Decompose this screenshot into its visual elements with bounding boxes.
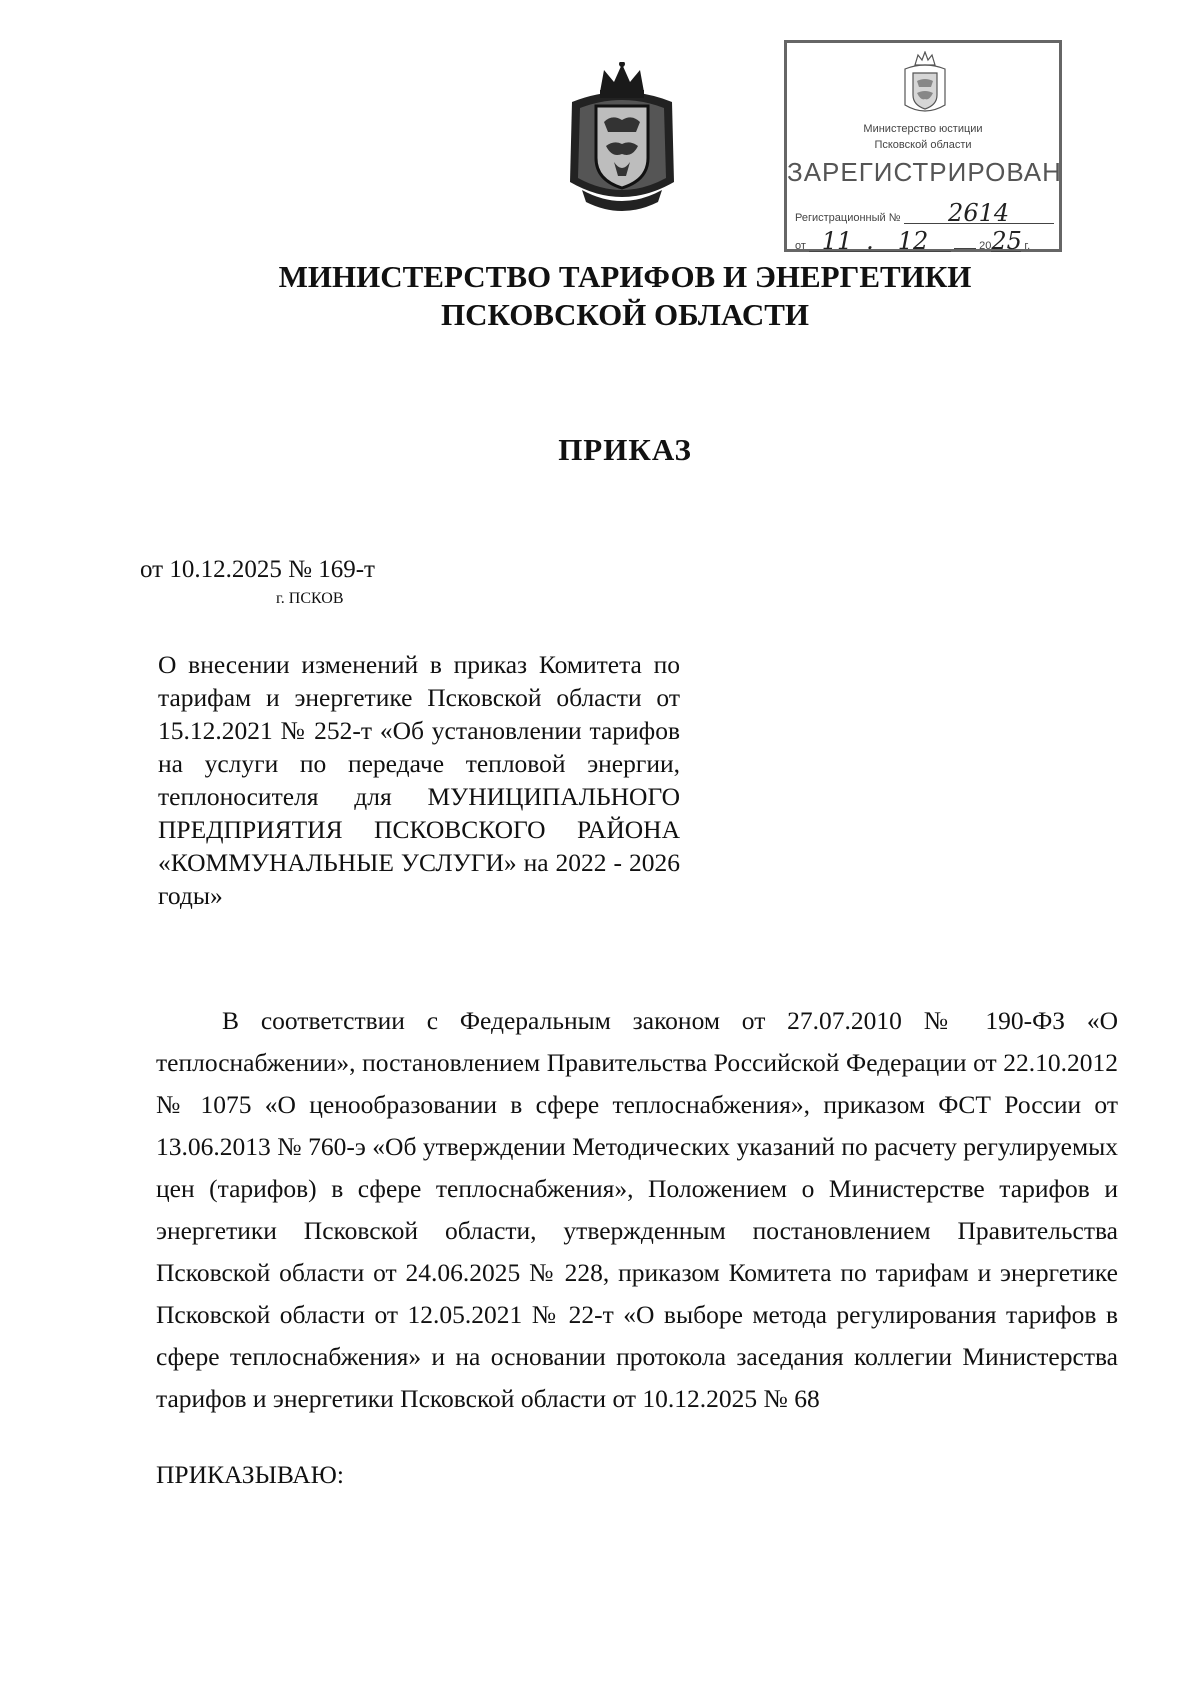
order-verb: ПРИКАЗЫВАЮ: <box>156 1460 344 1489</box>
ministry-name-line1: МИНИСТЕРСТВО ТАРИФОВ И ЭНЕРГЕТИКИ <box>278 259 972 294</box>
ministry-name-line2: ПСКОВСКОЙ ОБЛАСТИ <box>440 297 810 332</box>
stamp-status: ЗАРЕГИСТРИРОВАН <box>787 157 1062 187</box>
stamp-date-row <box>795 227 1031 255</box>
stamp-date-day: 11 <box>809 231 865 252</box>
stamp-date-separator: . <box>866 227 874 255</box>
stamp-date-prefix: от <box>795 240 806 252</box>
stamp-year-suffix: 25 <box>991 227 1022 255</box>
stamp-authority-line2: Псковской области <box>874 139 972 151</box>
stamp-date-month: 12 <box>875 231 951 252</box>
stamp-authority-line1: Министерство юстиции <box>863 123 983 135</box>
registration-stamp <box>784 40 1062 255</box>
order-preamble: В соответствии с Федеральным законом от 27.07.2010 № 190-ФЗ «О теплоснабжении», постановлением Правительства Российской Федерации от 22.10.2012 № 1075 «О ценообразовании в сфере теплоснабжения», приказом ФСТ России от 13.06.2013 № 760-э «Об утверждении Методических указаний по расчету регулируемых цен (тарифов) в сфере теплоснабжения», Положением о Министерстве тарифов и энергетики Псковской области, утвержденным постановлением Правительства Псковской области от 24.06.2025 № 228, приказом Комитета по тарифам и энергетике Псковской области от 12.05.2021 № 22-т «О выборе метода регулирования тарифов в сфере теплоснабжения» и на основании протокола заседания коллегии Министерства тарифов и энергетики Псковской области от 10.12.2025 № 68 <box>156 1006 1118 1413</box>
stamp-reg-number: 2614 <box>904 203 1054 224</box>
stamp-year-prefix: 20 <box>979 240 992 252</box>
order-city: г. ПСКОВ <box>276 590 344 607</box>
stamp-reg-label: Регистрационный № <box>795 212 901 224</box>
stamp-date-gap <box>954 248 976 249</box>
coat-of-arms-icon <box>562 62 682 212</box>
stamp-year-unit: г. <box>1024 240 1031 252</box>
stamp-emblem-icon <box>899 51 951 117</box>
stamp-reg-row <box>795 199 1054 227</box>
order-date-number: от 10.12.2025 № 169-т <box>140 556 375 583</box>
order-subject: О внесении изменений в приказ Комитета по тарифам и энергетике Псковской области от 15.12.2021 № 252-т «Об установлении тарифов на услуги по передаче тепловой энергии, теплоносителя для МУНИЦИПАЛЬНОГО ПРЕДПРИЯТИЯ ПСКОВСКОГО РАЙОНА «КОММУНАЛЬНЫЕ УСЛУГИ» на 2022 - 2026 годы» <box>158 650 680 910</box>
document-type-title: ПРИКАЗ <box>558 432 692 467</box>
